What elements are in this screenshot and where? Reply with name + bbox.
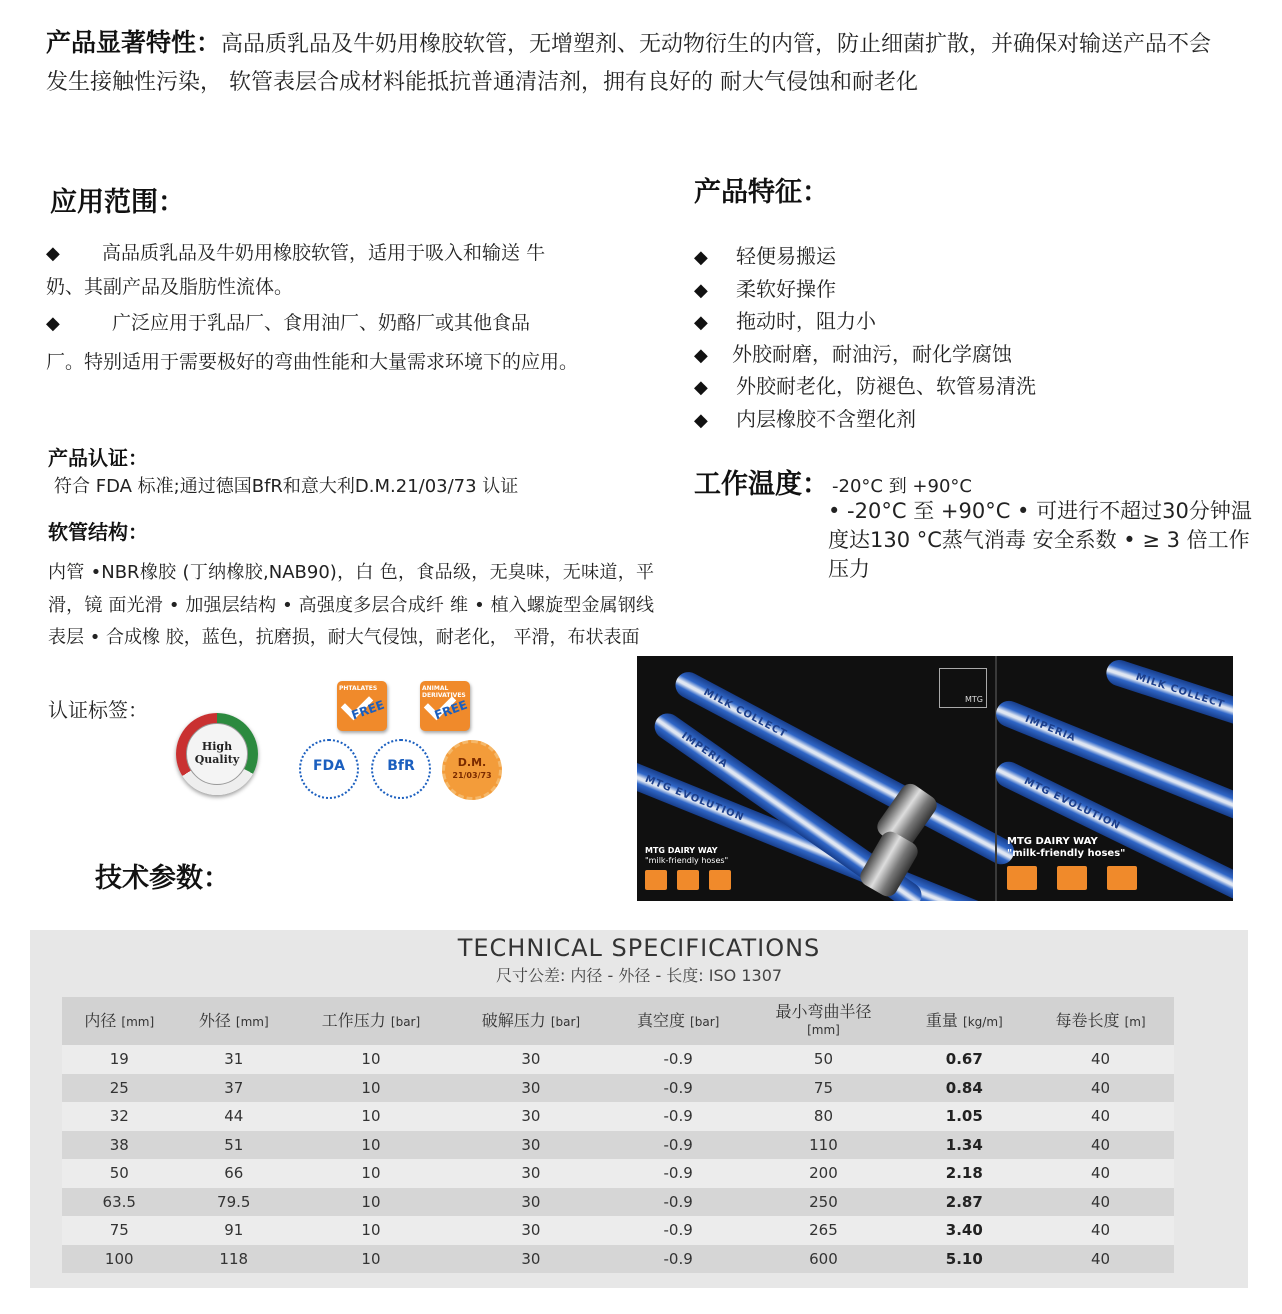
table-cell: 25 xyxy=(62,1074,177,1103)
table-cell: 30 xyxy=(451,1074,611,1103)
col-header: 破解压力 [bar] xyxy=(451,997,611,1045)
hose-image: MILK COLLECT xyxy=(671,668,1019,869)
intro-paragraph xyxy=(46,24,1226,102)
table-cell: 10 xyxy=(291,1216,451,1245)
table-cell: 40 xyxy=(1027,1074,1174,1103)
table-cell: 10 xyxy=(291,1045,451,1074)
application-item-2-cont: 厂。特别适用于需要极好的弯曲性能和大量需求环境下的应用。 xyxy=(46,351,579,373)
table-cell: -0.9 xyxy=(611,1045,745,1074)
table-cell: 110 xyxy=(745,1131,901,1160)
table-row xyxy=(62,1216,1174,1245)
feature-item: ◆ 轻便易搬运 xyxy=(694,240,1214,273)
hose-image: MTG EVOLUTION xyxy=(991,757,1233,901)
table-cell: -0.9 xyxy=(611,1245,745,1274)
application-list xyxy=(46,236,656,379)
table-cell: 40 xyxy=(1027,1102,1174,1131)
table-cell: 10 xyxy=(291,1188,451,1217)
dm-ministerial-decree-icon: D.M. 21/03/73 xyxy=(442,740,502,800)
col-header: 最小弯曲半径 [mm] xyxy=(745,997,901,1045)
diamond-bullet-icon: ◆ xyxy=(694,312,708,333)
table-cell: 40 xyxy=(1027,1159,1174,1188)
diamond-bullet-icon: ◆ xyxy=(694,344,708,366)
table-row xyxy=(62,1102,1174,1131)
table-cell: 30 xyxy=(451,1245,611,1274)
table-cell: 79.5 xyxy=(177,1188,292,1217)
hose-image: IMPERIA xyxy=(650,708,927,901)
hose-image: IMPERIA xyxy=(992,697,1233,826)
table-cell: 250 xyxy=(745,1188,901,1217)
diamond-bullet-icon: ◆ xyxy=(46,313,60,334)
table-cell: 91 xyxy=(177,1216,292,1245)
col-header: 内径 [mm] xyxy=(62,997,177,1045)
features-list xyxy=(694,240,1214,435)
feature-item: ◆ 外胶耐磨，耐油污，耐化学腐蚀 xyxy=(694,338,1214,371)
table-cell: 63.5 xyxy=(62,1188,177,1217)
table-cell: 10 xyxy=(291,1102,451,1131)
table-cell: 5.10 xyxy=(902,1245,1028,1274)
col-header: 真空度 [bar] xyxy=(611,997,745,1045)
feature-item: ◆ 内层橡胶不含塑化剂 xyxy=(694,403,1214,436)
fda-food-quality-icon: FDA xyxy=(299,739,359,799)
temperature-description: • -20°C 至 +90°C • 可进行不超过30分钟温度达130 °C蒸气消毒 安全系数 • ≥ 3 倍工作压力 xyxy=(828,499,1252,581)
feature-item: ◆ 拖动时，阻力小 xyxy=(694,305,1214,338)
diamond-bullet-icon: ◆ xyxy=(694,377,708,398)
table-cell: 0.67 xyxy=(902,1045,1028,1074)
table-cell: 0.84 xyxy=(902,1074,1028,1103)
spec-table-panel xyxy=(30,930,1248,1288)
table-cell: 200 xyxy=(745,1159,901,1188)
certification-text: 符合 FDA 标准;通过德国BfR和意大利D.M.21/03/73 认证 xyxy=(54,476,519,497)
table-cell: 37 xyxy=(177,1074,292,1103)
application-item-2: ◆ 广泛应用于乳品厂、食用油厂、奶酪厂或其他食品 xyxy=(46,306,656,341)
table-cell: 10 xyxy=(291,1159,451,1188)
table-cell: 118 xyxy=(177,1245,292,1274)
high-quality-seal-icon xyxy=(176,713,258,795)
table-cell: 10 xyxy=(291,1131,451,1160)
table-cell: 30 xyxy=(451,1131,611,1160)
table-cell: -0.9 xyxy=(611,1188,745,1217)
feature-item: ◆ 柔软好操作 xyxy=(694,273,1214,306)
table-cell: 40 xyxy=(1027,1216,1174,1245)
phthalates-free-icon: PHTALATES FREE xyxy=(337,681,387,731)
table-cell: 30 xyxy=(451,1159,611,1188)
animal-derivatives-free-icon: ANIMAL DERIVATIVES FREE xyxy=(420,681,470,731)
table-cell: -0.9 xyxy=(611,1102,745,1131)
labels-title: 认证标签： xyxy=(48,698,148,722)
tech-title: 技术参数： xyxy=(95,863,230,894)
structure-title: 软管结构： xyxy=(48,520,148,544)
hose-image: MILK COLLECT xyxy=(1103,657,1233,744)
table-cell: 66 xyxy=(177,1159,292,1188)
table-row xyxy=(62,1045,1174,1074)
table-row xyxy=(62,1131,1174,1160)
table-cell: 30 xyxy=(451,1188,611,1217)
table-cell: -0.9 xyxy=(611,1131,745,1160)
certification-title: 产品认证： xyxy=(48,446,148,470)
table-cell: 19 xyxy=(62,1045,177,1074)
col-header: 每卷长度 [m] xyxy=(1027,997,1174,1045)
diamond-bullet-icon: ◆ xyxy=(694,279,708,301)
table-cell: 100 xyxy=(62,1245,177,1274)
table-cell: 44 xyxy=(177,1102,292,1131)
table-cell: 3.40 xyxy=(902,1216,1028,1245)
diamond-bullet-icon: ◆ xyxy=(694,409,708,431)
spec-table xyxy=(62,997,1174,1273)
table-cell: 600 xyxy=(745,1245,901,1274)
seal-text: High Quality xyxy=(186,723,248,785)
table-cell: 38 xyxy=(62,1131,177,1160)
table-cell: 50 xyxy=(62,1159,177,1188)
table-cell: 80 xyxy=(745,1102,901,1131)
bfr-food-quality-icon: BfR xyxy=(371,739,431,799)
table-cell: 2.87 xyxy=(902,1188,1028,1217)
spec-table-header-row xyxy=(62,997,1174,1045)
table-cell: 265 xyxy=(745,1216,901,1245)
product-photo xyxy=(637,656,1233,901)
mtg-logo: MTG xyxy=(939,668,987,708)
intro-text: 高品质乳品及牛奶用橡胶软管，无增塑剂、无动物衍生的内管，防止细菌扩散，并确保对输送产品不会发生接触性污染， 软管表层合成材料能抵抗普通清洁剂，拥有良好的 耐大气侵蚀和耐老化 xyxy=(46,32,1212,95)
table-cell: 40 xyxy=(1027,1188,1174,1217)
application-item-1: ◆ 高品质乳品及牛奶用橡胶软管，适用于吸入和输送 牛 xyxy=(46,236,656,271)
features-title: 产品特征： xyxy=(694,177,829,208)
table-cell: 2.18 xyxy=(902,1159,1028,1188)
temperature-title: 工作温度： xyxy=(694,469,829,500)
table-cell: 30 xyxy=(451,1045,611,1074)
table-cell: 40 xyxy=(1027,1045,1174,1074)
spec-table-title: TECHNICAL SPECIFICATIONS xyxy=(457,934,821,962)
col-header: 重量 [kg/m] xyxy=(902,997,1028,1045)
application-title: 应用范围： xyxy=(50,187,185,218)
table-row xyxy=(62,1245,1174,1274)
temperature-range: -20°C 到 +90°C xyxy=(832,476,972,497)
table-cell: 50 xyxy=(745,1045,901,1074)
table-cell: 1.34 xyxy=(902,1131,1028,1160)
photo-caption-left: MTG DAIRY WAY "milk-friendly hoses" xyxy=(645,846,729,865)
table-cell: -0.9 xyxy=(611,1216,745,1245)
table-row xyxy=(62,1074,1174,1103)
feature-item: ◆ 外胶耐老化，防褪色、软管易清洗 xyxy=(694,370,1214,403)
table-cell: 1.05 xyxy=(902,1102,1028,1131)
col-header: 外径 [mm] xyxy=(177,997,292,1045)
table-cell: 10 xyxy=(291,1245,451,1274)
table-cell: 40 xyxy=(1027,1245,1174,1274)
table-cell: 10 xyxy=(291,1074,451,1103)
application-item-1-cont: 奶、其副产品及脂肪性流体。 xyxy=(46,276,294,298)
table-cell: -0.9 xyxy=(611,1159,745,1188)
table-cell: 31 xyxy=(177,1045,292,1074)
table-row xyxy=(62,1159,1174,1188)
table-cell: 75 xyxy=(745,1074,901,1103)
table-cell: 40 xyxy=(1027,1131,1174,1160)
intro-title: 产品显著特性： xyxy=(46,28,222,57)
diamond-bullet-icon: ◆ xyxy=(694,247,708,268)
photo-caption-right: MTG DAIRY WAY "milk-friendly hoses" xyxy=(1007,836,1126,859)
table-cell: -0.9 xyxy=(611,1074,745,1103)
structure-text: 内管 •NBR橡胶 (丁纳橡胶,NAB90)，白 色，食品级，无臭味，无味道，平滑，镜 面光滑 • 加强层结构 • 高强度多层合成纤 维 • 植入螺旋型金属钢线 表层 • 合成橡 胶，蓝色，抗磨损，耐大气侵蚀，耐老化， 平滑，布状表面 xyxy=(48,562,654,648)
col-header: 工作压力 [bar] xyxy=(291,997,451,1045)
table-cell: 30 xyxy=(451,1102,611,1131)
table-cell: 75 xyxy=(62,1216,177,1245)
diamond-bullet-icon: ◆ xyxy=(46,243,60,264)
table-cell: 32 xyxy=(62,1102,177,1131)
table-row xyxy=(62,1188,1174,1217)
table-cell: 51 xyxy=(177,1131,292,1160)
hose-image: MTG EVOLUTION xyxy=(637,757,1011,901)
spec-table-subtitle: 尺寸公差: 内径 - 外径 - 长度: ISO 1307 xyxy=(495,966,783,985)
table-cell: 30 xyxy=(451,1216,611,1245)
